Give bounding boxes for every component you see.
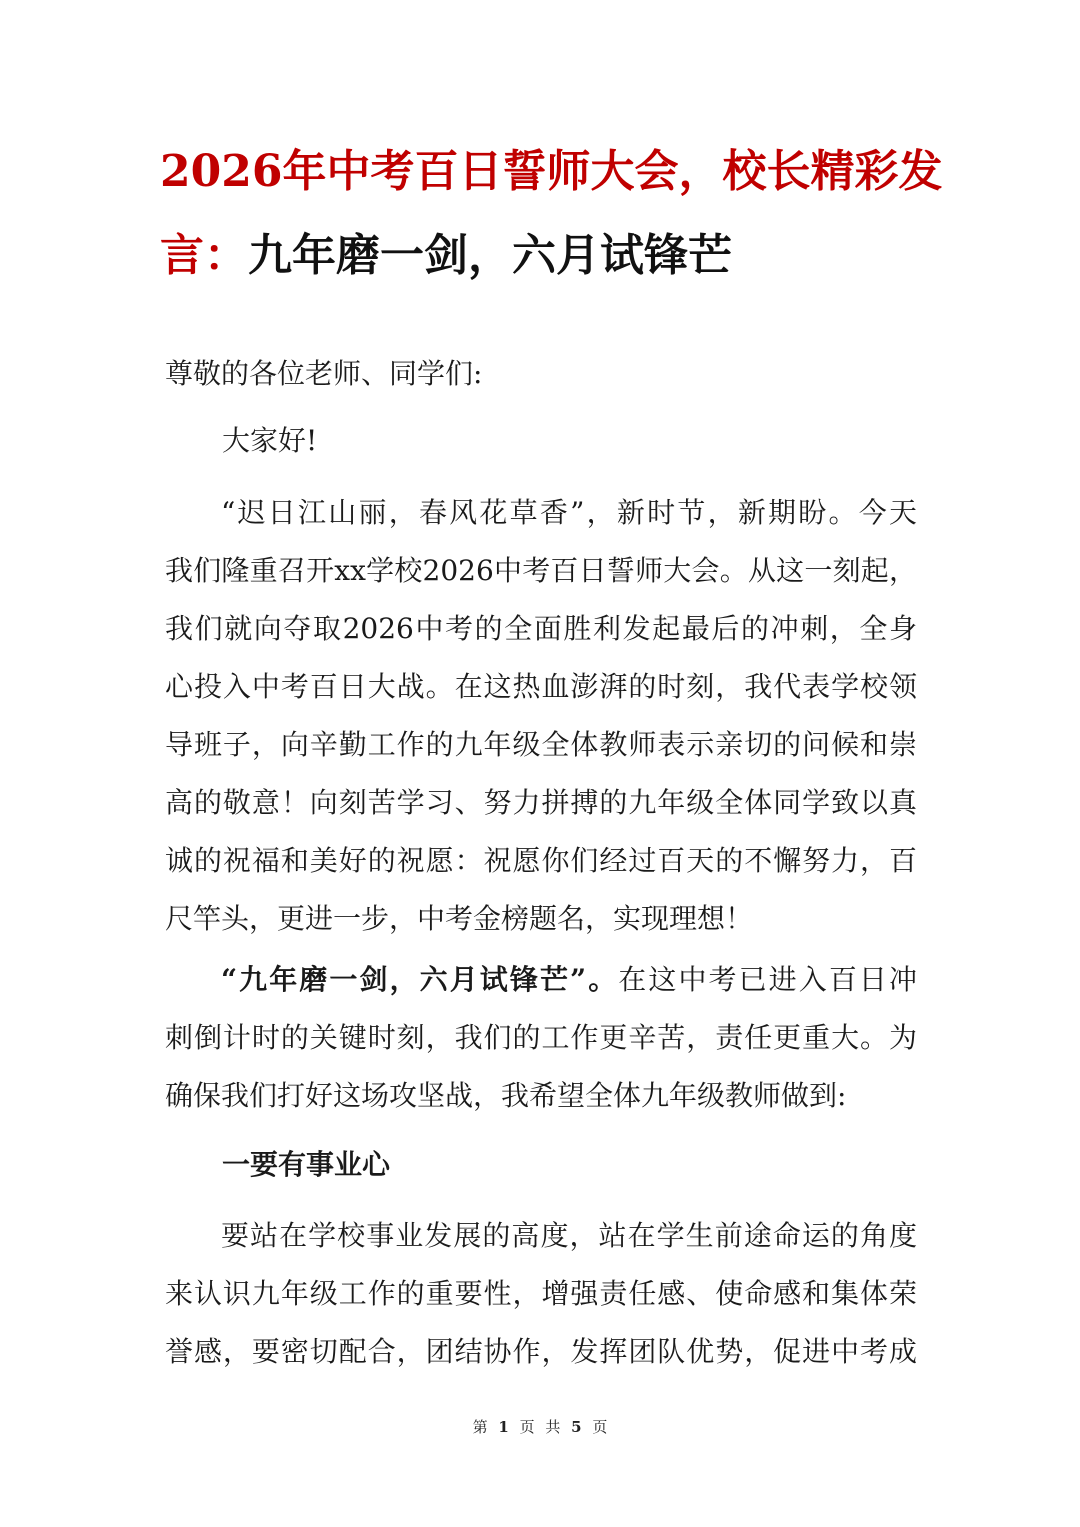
hello-text: 大家好! [222,424,318,457]
salutation [165,345,917,403]
footer-suffix: 页 [592,1418,608,1436]
paragraph-2 [165,951,917,1125]
paragraph-line: 确保我们打好这场攻坚战，我希望全体九年级教师做到: [165,1079,847,1112]
paragraph-line: 我们就向夺取2026中考的全面胜利发起最后的冲刺，全身 [165,612,917,645]
title-subtitle: 九年磨一剑，六月试锋芒 [248,230,732,281]
paragraph-line: 诚的祝福和美好的祝愿：祝愿你们经过百天的不懈努力，百 [165,844,917,877]
paragraph-text: 在这中考已进入百日冲 [618,963,917,996]
paragraph-bold-lead: “九年磨一剑，六月试锋芒”。 [221,963,619,996]
document-title-line-2 [160,230,920,281]
document-title-line-1: 2026年中考百日誓师大会，校长精彩发 [160,146,943,197]
paragraph-line: 尺竿头，更进一步，中考金榜题名，实现理想！ [165,902,754,935]
paragraph-line: 高的敬意！向刻苦学习、努力拼搏的九年级全体同学致以真 [165,786,917,819]
paragraph-line: 导班子，向辛勤工作的九年级全体教师表示亲切的问候和崇 [165,728,917,761]
title-prefix: 言： [160,230,248,281]
paragraph-line: 我们隆重召开xx学校2026中考百日誓师大会。从这一刻起， [165,554,917,587]
paragraph-line: 刺倒计时的关键时刻，我们的工作更辛苦，责任更重大。为 [165,1021,917,1054]
paragraph-line [165,951,917,1009]
section-heading [222,1136,622,1194]
paragraph-line: 来认识九年级工作的重要性，增强责任感、使命感和集体荣 [165,1277,917,1310]
total-page-number: 5 [571,1418,582,1436]
paragraph-3 [165,1207,917,1381]
paragraph-line: 要站在学校事业发展的高度，站在学生前途命运的角度 [221,1219,917,1252]
footer-middle: 页 共 [519,1418,561,1436]
paragraph-1 [165,484,917,948]
current-page-number: 1 [498,1418,509,1436]
paragraph-line: 誉感，要密切配合，团结协作，发挥团队优势，促进中考成 [165,1335,917,1368]
salutation-text: 尊敬的各位老师、同学们: [165,357,483,390]
footer-prefix: 第 [472,1418,488,1436]
paragraph-line: “迟日江山丽，春风花草香”，新时节，新期盼。今天 [221,496,917,529]
section-heading-text: 一要有事业心 [222,1148,391,1181]
page-footer [0,1416,1080,1437]
paragraph-line: 心投入中考百日大战。在这热血澎湃的时刻，我代表学校领 [165,670,917,703]
hello-line [222,412,522,470]
